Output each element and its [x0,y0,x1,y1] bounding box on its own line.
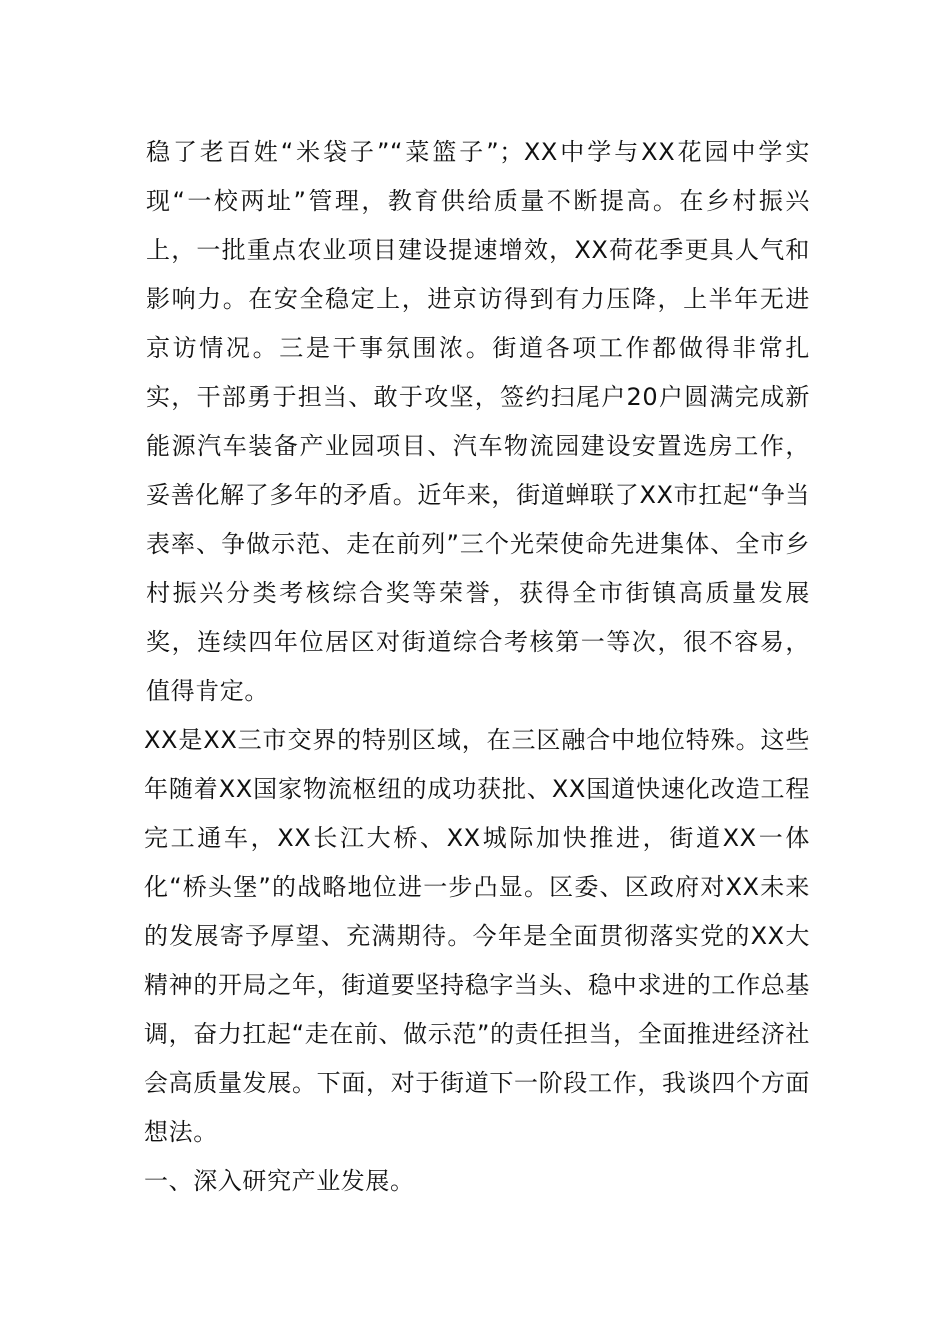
paragraph-strategic-position: XX是XX三市交界的特别区域，在三区融合中地位特殊。这些年随着XX国家物流枢纽的成功获批、XX国道快速化改造工程完工通车，XX长江大桥、XX城际加快推进，街道XX一体化“桥头堡”的战略地位进一步凸显。区委、区政府对XX未来的发展寄予厚望、充满期待。今年是全面贯彻落实党的XX大精神的开局之年，街道要坚持稳字当头、稳中求进的工作总基调，奋力扛起“走在前、做示范”的责任担当，全面推进经济社会高质量发展。下面，对于街道下一阶段工作，我谈四个方面想法。 [144,726,810,1146]
document-body [146,128,810,1206]
paragraph-achievements: 稳了老百姓“米袋子”“菜篮子”；XX中学与XX花园中学实现“一校两址”管理，教育供给质量不断提高。在乡村振兴上，一批重点农业项目建设提速增效，XX荷花季更具人气和影响力。在安全稳定上，进京访得到有力压降，上半年无进京访情况。三是干事氛围浓。街道各项工作都做得非常扎实，干部勇于担当、敢于攻坚，签约扫尾户20户圆满完成新能源汽车装备产业园项目、汽车物流园建设安置选房工作，妥善化解了多年的矛盾。近年来，街道蝉联了XX市扛起“争当表率、争做示范、走在前列”三个光荣使命先进集体、全市乡村振兴分类考核综合奖等荣誉，获得全市街镇高质量发展奖，连续四年位居区对街道综合考核第一等次，很不容易，值得肯定。 [146,138,810,705]
section-heading-industry: 一、深入研究产业发展。 [144,1167,415,1195]
